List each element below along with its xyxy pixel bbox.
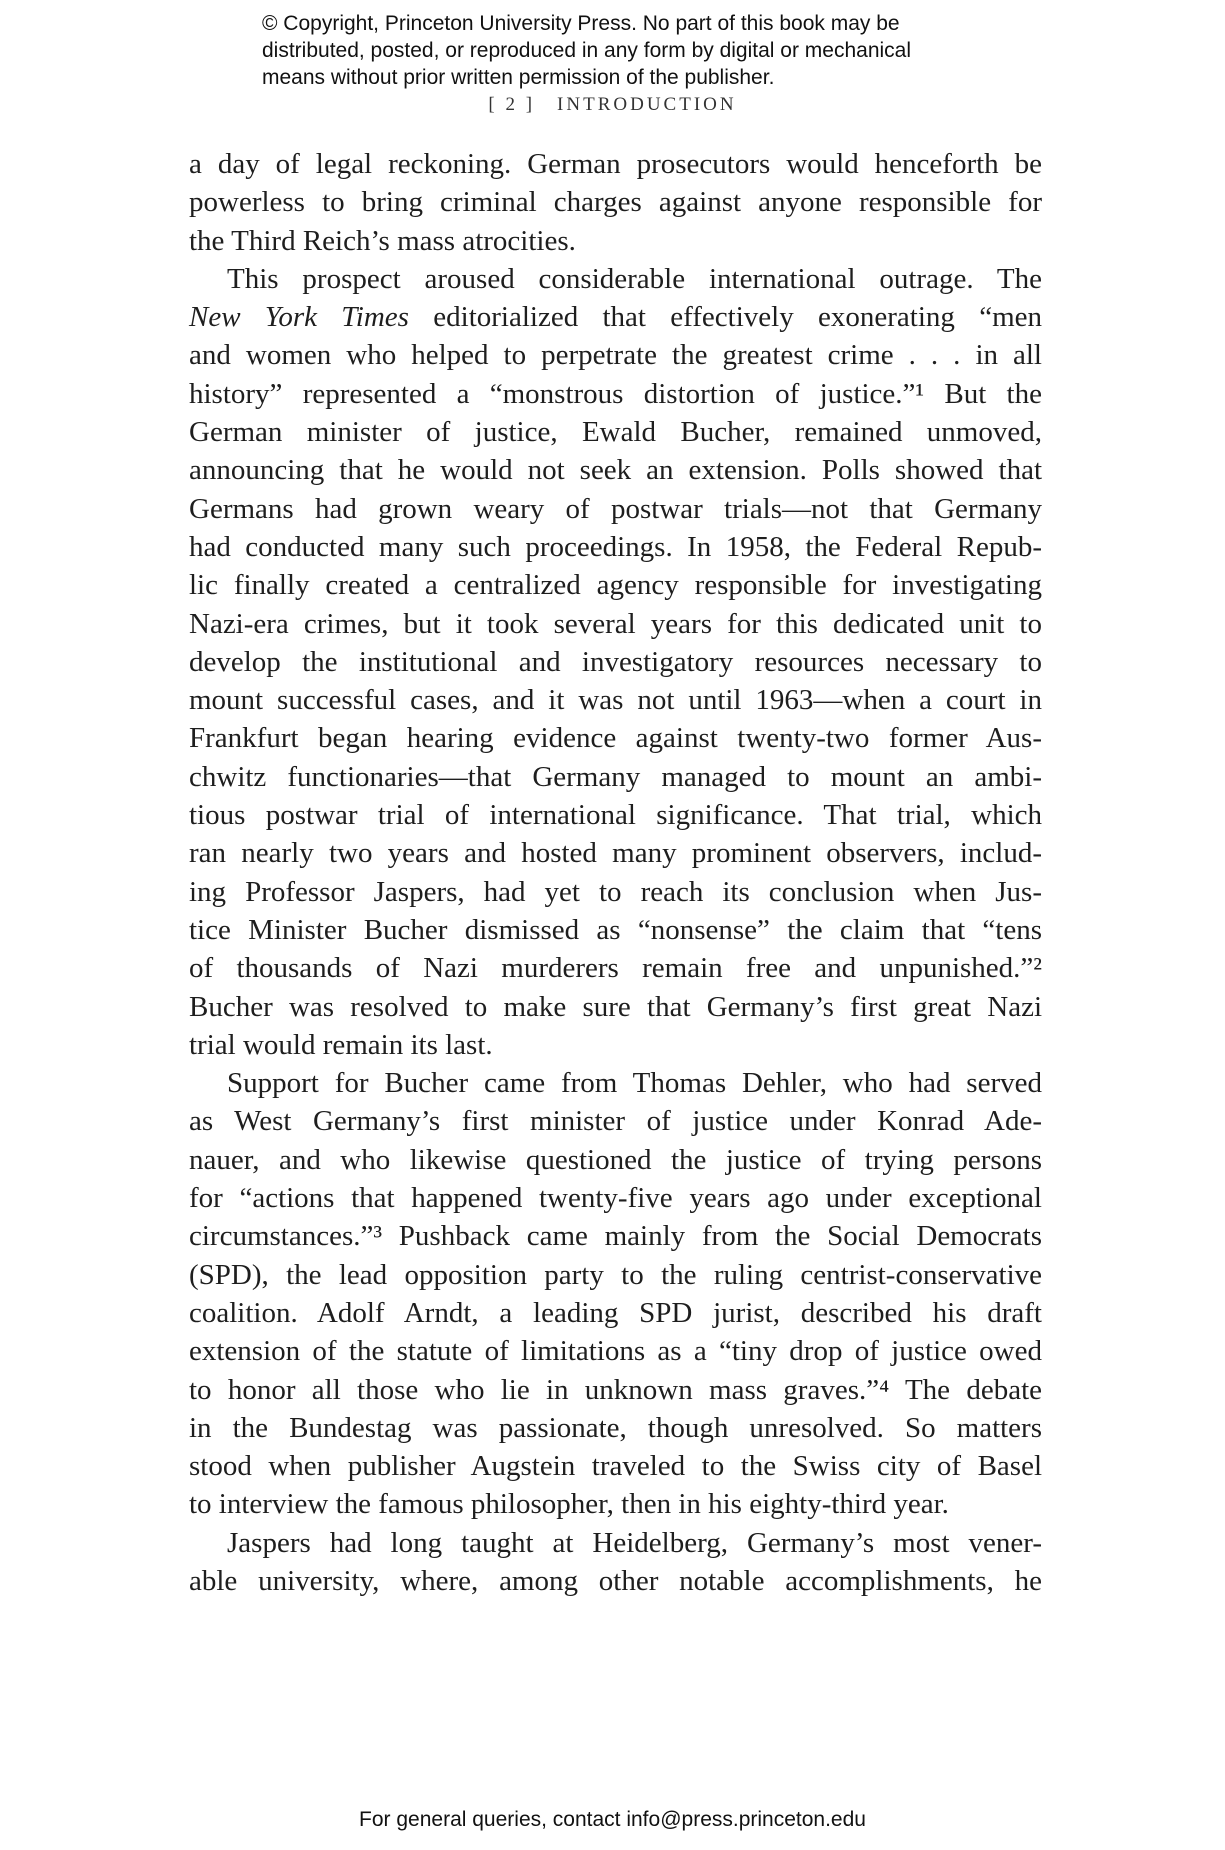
text-span: editorialized that effectively exonerating “men (408, 301, 1042, 334)
page-number: [ 2 ] (488, 94, 536, 115)
text-line: to interview the famous philosopher, then in his eighty-third year. (189, 1488, 949, 1521)
copyright-line: © Copyright, Princeton University Press. No part of this book may be (262, 12, 900, 35)
text-line: able university, where, among other notable accomplishments, he (189, 1564, 1042, 1597)
chapter-title: INTRODUCTION (557, 94, 737, 115)
text-line: coalition. Adolf Arndt, a leading SPD jurist, described his draft (189, 1296, 1042, 1329)
text-line: for “actions that happened twenty-five years ago under exceptional (189, 1182, 1042, 1215)
text-line (189, 298, 1042, 336)
italic-title: New York Times (189, 301, 409, 334)
text-line: had conducted many such proceedings. In 1958, the Federal Repub- (189, 530, 1042, 563)
text-line: mount successful cases, and it was not until 1963—when a court in (189, 684, 1042, 717)
text-line: of thousands of Nazi murderers remain free and unpunished.”² (189, 952, 1042, 985)
text-line: tice Minister Bucher dismissed as “nonsense” the claim that “tens (189, 913, 1042, 946)
text-line: a day of legal reckoning. German prosecutors would henceforth be (189, 148, 1042, 180)
text-line: as West Germany’s first minister of justice under Konrad Ade- (189, 1105, 1042, 1138)
text-line: chwitz functionaries—that Germany managed to mount an ambi- (189, 760, 1042, 793)
text-line: to honor all those who lie in unknown mass graves.”⁴ The debate (189, 1373, 1042, 1406)
text-line: tious postwar trial of international significance. That trial, which (189, 799, 1042, 832)
text-line: ran nearly two years and hosted many prominent observers, includ- (189, 837, 1042, 870)
text-line: announcing that he would not seek an extension. Polls showed that (189, 454, 1042, 487)
paragraph-start-line: This prospect aroused considerable international outrage. The (227, 262, 1042, 295)
paragraph-start-line: Support for Bucher came from Thomas Dehler, who had served (227, 1067, 1042, 1100)
text-line: develop the institutional and investigatory resources necessary to (189, 645, 1042, 678)
text-line: the Third Reich’s mass atrocities. (189, 224, 576, 257)
text-line: powerless to bring criminal charges against anyone responsible for (189, 186, 1042, 219)
body-text (189, 145, 1042, 1600)
text-line: Bucher was resolved to make sure that Germany’s first great Nazi (189, 990, 1042, 1023)
running-head (0, 94, 1225, 116)
text-line: (SPD), the lead opposition party to the ruling centrist-conservative (189, 1258, 1042, 1291)
text-line: and women who helped to perpetrate the greatest crime . . . in all (189, 339, 1042, 372)
copyright-line: distributed, posted, or reproduced in any form by digital or mechanical (262, 39, 912, 62)
text-line: in the Bundestag was passionate, though unresolved. So matters (189, 1411, 1042, 1444)
text-line: trial would remain its last. (189, 1028, 493, 1061)
text-line: nauer, and who likewise questioned the justice of trying persons (189, 1143, 1042, 1176)
text-line: stood when publisher Augstein traveled to the Swiss city of Basel (189, 1450, 1042, 1483)
text-line: Nazi-era crimes, but it took several years for this dedicated unit to (189, 607, 1042, 640)
text-line: Germans had grown weary of postwar trials—not that Germany (189, 492, 1042, 525)
text-line: Frankfurt began hearing evidence against twenty-two former Aus- (189, 722, 1042, 755)
text-line: ing Professor Jaspers, had yet to reach its conclusion when Jus- (189, 875, 1042, 908)
copyright-notice (262, 10, 982, 91)
text-line: German minister of justice, Ewald Bucher, remained unmoved, (189, 416, 1042, 449)
text-line: lic finally created a centralized agency responsible for investigating (189, 569, 1042, 602)
text-line: history” represented a “monstrous distortion of justice.”¹ But the (189, 377, 1042, 410)
copyright-line: means without prior written permission of the publisher. (262, 66, 775, 89)
text-line: circumstances.”³ Pushback came mainly from the Social Democrats (189, 1220, 1042, 1253)
paragraph-start-line: Jaspers had long taught at Heidelberg, Germany’s most vener- (227, 1526, 1042, 1559)
text-line: extension of the statute of limitations as a “tiny drop of justice owed (189, 1335, 1042, 1368)
footer-contact: For general queries, contact info@press.princeton.edu (359, 1808, 866, 1831)
